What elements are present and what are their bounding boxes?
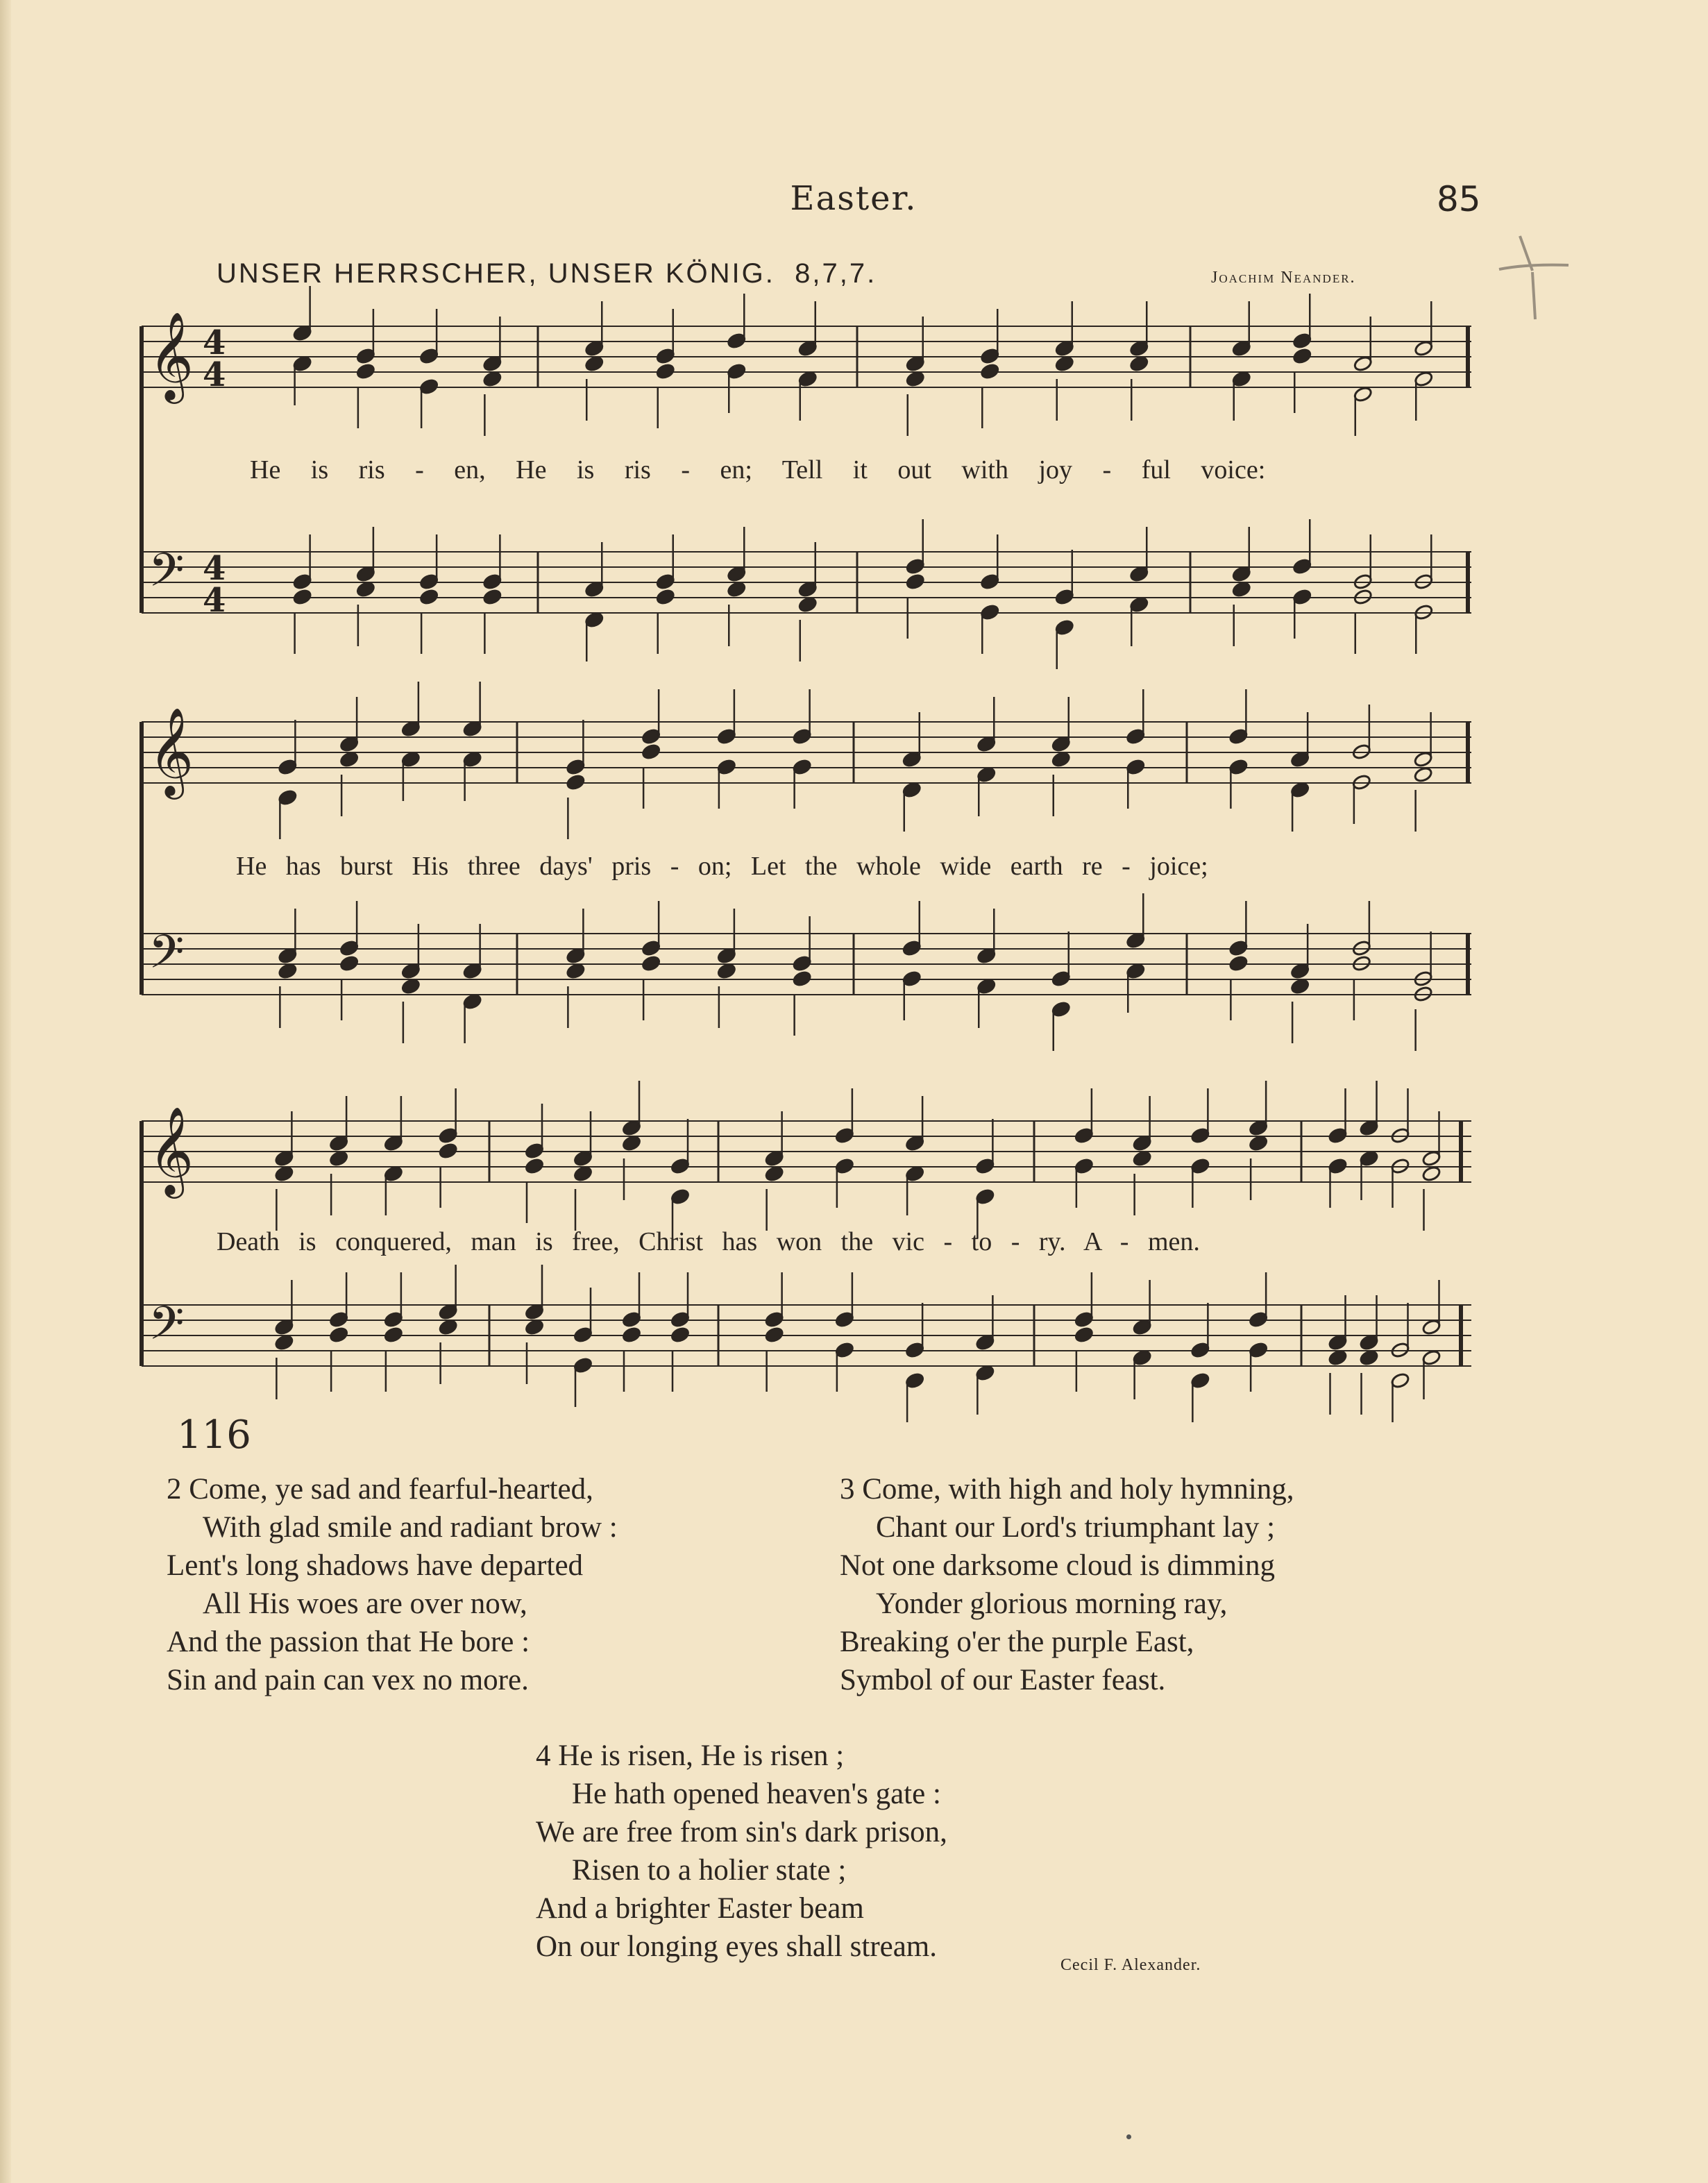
verse-line: Sin and pain can vex no more. — [167, 1664, 529, 1696]
page-edge — [0, 0, 11, 2183]
note-head — [1290, 978, 1310, 995]
note-head — [797, 596, 818, 614]
note-head — [278, 963, 298, 980]
note-head — [356, 581, 376, 598]
composer: Joachim Neander. — [1211, 269, 1356, 287]
verse-line: And the passion that He bore : — [167, 1626, 530, 1658]
note-head — [792, 970, 812, 988]
note-head — [641, 743, 661, 761]
verse-line: We are free from sin's dark prison, — [536, 1816, 947, 1848]
text-author: Cecil F. Alexander. — [1060, 1956, 1201, 1974]
note-head — [384, 1326, 404, 1344]
note-head — [1421, 1165, 1441, 1183]
note-head — [274, 1334, 294, 1351]
note-head — [670, 1326, 691, 1344]
verse-number: 4 — [536, 1739, 551, 1772]
lyric-line-3: Death is conquered, man is free, Christ has won the vic - to - ry. A - men. — [217, 1227, 1200, 1256]
note-head — [655, 363, 675, 380]
time-signature-top: 4 — [203, 549, 226, 588]
verse-line: 3 Come, with high and holy hymning, — [840, 1473, 1294, 1506]
note-head — [905, 573, 925, 591]
verse-line: And a brighter Easter beam — [536, 1892, 864, 1925]
music-system-3 — [139, 1100, 1478, 1399]
note-head — [401, 978, 421, 995]
note-head — [525, 1158, 545, 1175]
treble-clef-icon: 𝄞 — [149, 707, 194, 795]
verse-line: 2 Come, ye sad and fearful-hearted, — [167, 1473, 593, 1506]
note-head — [905, 371, 925, 388]
lyric-line-1: He is ris - en, He is ris - en; Tell it out with joy - ful voice: — [250, 455, 1266, 484]
note-head — [1413, 766, 1433, 784]
note-head — [419, 589, 439, 606]
time-signature-bottom: 4 — [203, 355, 226, 394]
verse-line: 4 He is risen, He is risen ; — [536, 1739, 845, 1772]
page-number: 85 — [1437, 179, 1481, 219]
verse-line: He hath opened heaven's gate : — [572, 1778, 941, 1810]
note-head — [566, 963, 586, 980]
note-head — [717, 963, 737, 980]
bass-clef-icon: 𝄢 — [149, 1297, 185, 1361]
note-head — [274, 1165, 294, 1183]
time-signature-top: 4 — [203, 323, 226, 362]
note-head — [329, 1150, 349, 1168]
verse-2 — [167, 1470, 618, 1699]
verse-line: All His woes are over now, — [203, 1587, 527, 1620]
note-head — [329, 1326, 349, 1344]
note-head — [1074, 1326, 1094, 1344]
bass-clef-icon: 𝄢 — [149, 543, 185, 608]
verse-line: Lent's long shadows have departed — [167, 1549, 584, 1582]
note-head — [1129, 355, 1149, 373]
note-head — [1054, 355, 1074, 373]
hymn-number: 116 — [177, 1413, 251, 1458]
note-head — [566, 774, 586, 791]
verse-line: On our longing eyes shall stream. — [536, 1930, 938, 1963]
note-head — [292, 589, 312, 606]
verse-line: Risen to a holier state ; — [572, 1854, 847, 1887]
tune-title — [217, 258, 877, 289]
verse-3 — [840, 1470, 1294, 1699]
note-head — [1328, 1349, 1348, 1367]
note-head — [482, 371, 502, 388]
pencil-mark — [1492, 229, 1575, 326]
music-system-1 — [139, 305, 1478, 652]
note-head — [1231, 581, 1251, 598]
running-head: Easter. — [790, 179, 918, 218]
note-head — [622, 1326, 642, 1344]
note-head — [339, 751, 360, 768]
note-head — [764, 1165, 784, 1183]
treble-clef-icon: 𝄞 — [149, 1106, 194, 1195]
note-head — [980, 363, 1000, 380]
paper-speck — [1126, 2134, 1131, 2139]
note-head — [1359, 1349, 1379, 1367]
note-head — [356, 363, 376, 380]
verse-number: 2 — [167, 1473, 182, 1506]
note-head — [764, 1326, 784, 1344]
note-head — [655, 589, 675, 606]
verse-line: Not one darksome cloud is dimming — [840, 1549, 1276, 1582]
tune-name: UNSER HERRSCHER, UNSER KÖNIG. — [217, 258, 775, 289]
verse-number: 3 — [840, 1473, 855, 1506]
bass-clef-icon: 𝄢 — [149, 925, 185, 990]
note-head — [438, 1319, 458, 1336]
note-head — [584, 355, 604, 373]
verse-line: Breaking o'er the purple East, — [840, 1626, 1194, 1658]
note-head — [1051, 751, 1071, 768]
music-system-2 — [139, 701, 1478, 1048]
note-head — [1228, 955, 1249, 972]
note-head — [727, 581, 747, 598]
lyric-line-2: He has burst His three days' pris - on; Let the whole wide earth re - joice; — [236, 852, 1208, 881]
time-signature-bottom: 4 — [203, 581, 226, 620]
treble-clef-icon: 𝄞 — [149, 311, 194, 400]
note-head — [1132, 1150, 1152, 1168]
note-head — [1249, 1135, 1269, 1152]
verse-4 — [536, 1737, 947, 1966]
note-head — [573, 1165, 593, 1183]
note-head — [1292, 348, 1312, 365]
note-head — [622, 1135, 642, 1152]
note-head — [482, 589, 502, 606]
verse-line: With glad smile and radiant brow : — [203, 1511, 618, 1544]
note-head — [339, 955, 360, 972]
note-head — [525, 1319, 545, 1336]
note-head — [641, 955, 661, 972]
verse-line: Yonder glorious morning ray, — [876, 1587, 1228, 1620]
verse-line: Chant our Lord's triumphant lay ; — [876, 1511, 1276, 1544]
note-head — [438, 1143, 458, 1160]
verse-line: Symbol of our Easter feast. — [840, 1664, 1166, 1696]
tune-meter: 8,7,7. — [795, 258, 877, 289]
